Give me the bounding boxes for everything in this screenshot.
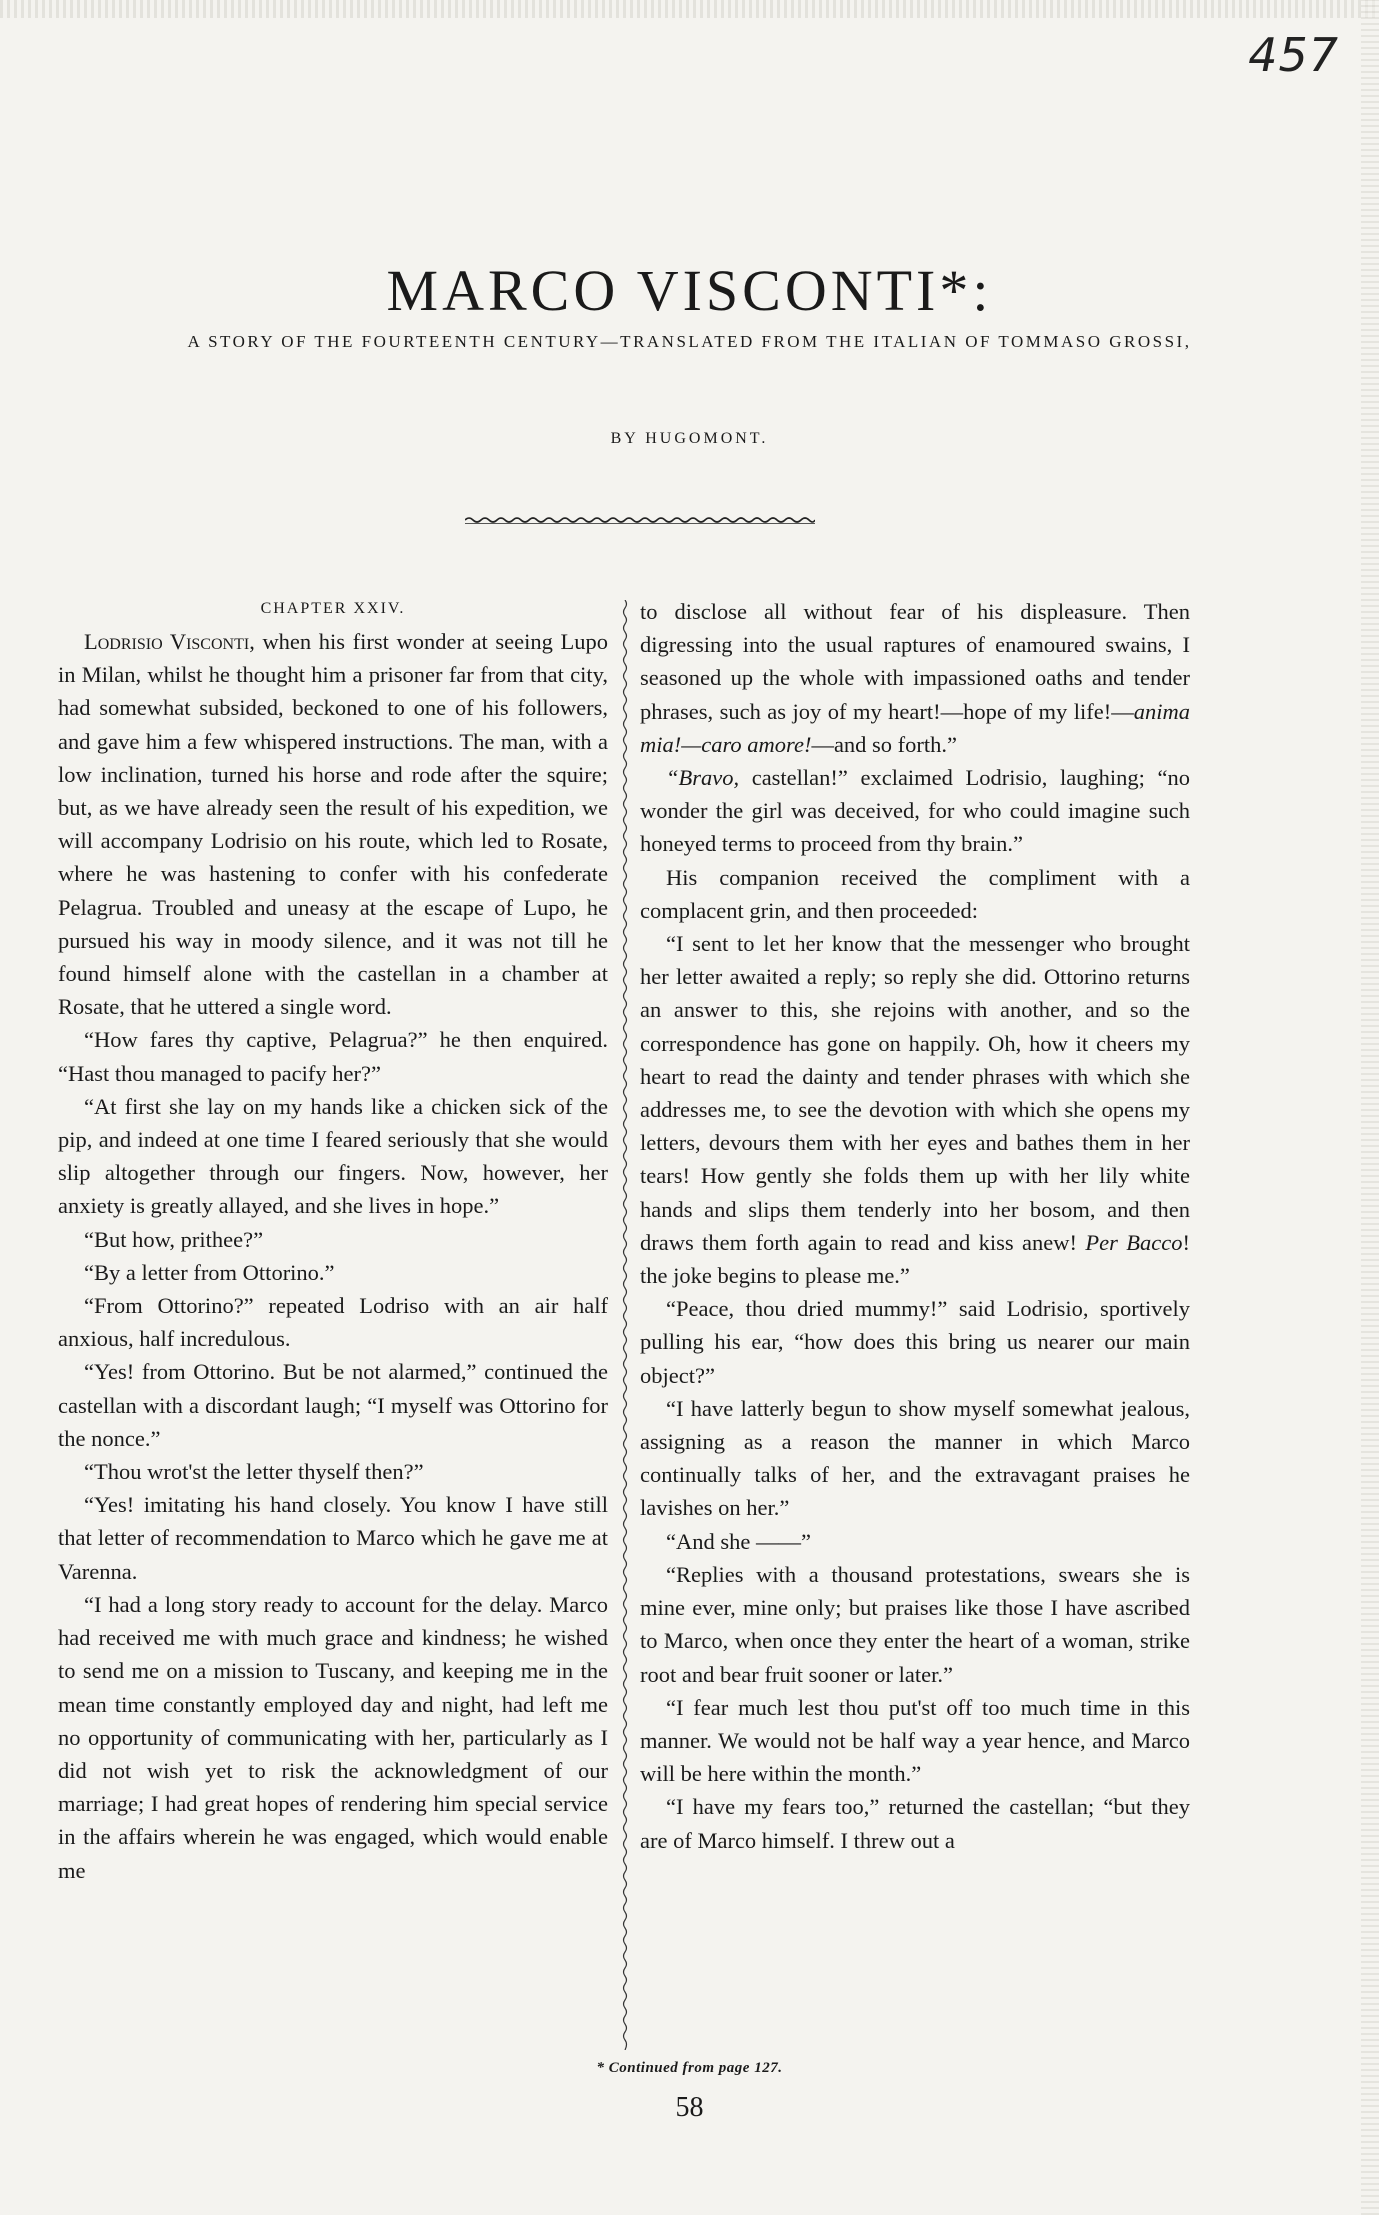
paragraph: “Peace, thou dried mummy!” said Lodrisio, sportively pulling his ear, “how does this bring us nearer our main object?” [640, 1296, 1190, 1388]
article-title: MARCO VISCONTI*: [386, 257, 993, 323]
right-column [640, 595, 1190, 1857]
paragraph: “But how, prithee?” [84, 1226, 264, 1252]
text-columns [58, 595, 1188, 2055]
paragraph-text: when his first wonder at seeing Lupo in Milan, whilst he thought him a prisoner far from that city, had somewhat subsided, beckoned to one of his followers, and gave him a few whispered instructions. The man, with a low inclination, turned his horse and rode after the squire; but, as we have already seen the result of his expedition, we will accompany Lodrisio on his route, which led to Rosate, where he was hastening to confer with his confederate Pelagrua. Troubled and uneasy at the escape of Lupo, he pursued his way in moody silence, and it was not till he found himself alone with the castellan in a chamber at Rosate, that he uttered a single word. [58, 629, 608, 1020]
paragraph: “From Ottorino?” repeated Lodriso with an air half anxious, half incredulous. [58, 1293, 608, 1352]
scan-edge-right [1361, 0, 1379, 2215]
chapter-heading: CHAPTER XXIV. [260, 600, 406, 617]
paragraph [640, 761, 1190, 861]
paragraph [640, 927, 1190, 1292]
printed-page-number: 58 [675, 2092, 704, 2123]
paragraph: “By a letter from Ottorino.” [84, 1259, 335, 1285]
paragraph: “Yes! imitating his hand closely. You know I have still that letter of recommendation to Marco which he gave me at Varenna. [58, 1492, 608, 1584]
lead-name: Lodrisio Visconti, [84, 629, 255, 654]
paragraph: “Replies with a thousand protestations, swears she is mine ever, mine only; but praises like those I have ascribed to Marco, when once they enter the heart of a woman, strike root and bear fruit sooner or later.” [640, 1561, 1190, 1687]
italic-phrase: “Bravo, [666, 765, 740, 791]
italic-phrase: anima mia!—caro amore! [640, 698, 1190, 757]
paragraph: “How fares thy captive, Pelagrua?” he then enquired. “Hast thou managed to pacify her?” [58, 1027, 608, 1086]
paragraph: “Thou wrot'st the letter thyself then?” [84, 1459, 424, 1485]
paragraph-text: “I sent to let her know that the messenger who brought her letter awaited a reply; so reply she did. Ottorino returns an answer to this, she rejoins with another, and so the correspondence has gone on happily. Oh, how it cheers my heart to read the dainty and tender phrases with which she addresses me, to see the devotion with which she opens my letters, devours them with her eyes and bathes them in her tears! How gently she folds them up with her lily white hands and slips them tenderly into her bosom, and then draws them forth again to read and kiss anew! [640, 931, 1190, 1255]
paragraph: “At first she lay on my hands like a chicken sick of the pip, and indeed at one time I feared seriously that she would slip altogether through our fingers. Now, however, her anxiety is greatly allayed, and she lives in hope.” [58, 1093, 608, 1219]
column-divider [621, 600, 629, 2050]
paragraph: “Yes! from Ottorino. But be not alarmed,” continued the castellan with a discordant laugh; “I myself was Ottorino for the nonce.” [58, 1359, 608, 1451]
handwritten-page-number: 457 [1248, 28, 1339, 82]
paragraph-text: —and so forth.” [811, 731, 958, 757]
left-column [58, 595, 608, 1887]
paragraph: “I fear much lest thou put'st off too much time in this manner. We would not be half way a year hence, and Marco will be here within the month.” [640, 1694, 1190, 1787]
paragraph: His companion received the compliment with a complacent grin, and then proceeded: [640, 864, 1190, 923]
italic-phrase: Per Bacco [1085, 1229, 1183, 1255]
paragraph: “I have latterly begun to show myself somewhat jealous, assigning as a reason the manner in which Marco continually talks of her, and the extravagant praises he lavishes on her.” [640, 1395, 1190, 1521]
paragraph-text: to disclose all without fear of his displeasure. Then digressing into the usual raptures of enamoured swains, I seasoned up the whole with impassioned oaths and tender phrases, such as joy of my heart!—hope of my life!— [640, 599, 1190, 724]
paragraph-text: castellan!” exclaimed Lodrisio, laughing; “no wonder the girl was deceived, for who could imagine such honeyed terms to proceed from thy brain.” [640, 765, 1190, 857]
footnote: * Continued from page 127. [596, 2060, 783, 2076]
scan-edge-top [0, 0, 1379, 18]
paragraph: “I have my fears too,” returned the castellan; “but they are of Marco himself. I threw out a [640, 1794, 1190, 1853]
paragraph: “I had a long story ready to account for the delay. Marco had received me with much grace and kindness; he wished to send me on a mission to Tuscany, and keeping me in the mean time constantly employed day and night, had left me no opportunity of communicating with her, particularly as I did not wish yet to risk the acknowledgment of our marriage; I had great hopes of rendering him special service in the affairs wherein he was engaged, which would enable me [58, 1591, 608, 1883]
paragraph [58, 625, 608, 1023]
byline: BY HUGOMONT. [610, 430, 769, 447]
article-subtitle: A STORY OF THE FOURTEENTH CENTURY—TRANSLATED FROM THE ITALIAN OF TOMMASO GROSSI, [187, 332, 1192, 351]
paragraph [640, 595, 1190, 761]
paragraph-text: ! the joke begins to please me.” [640, 1229, 1190, 1289]
paragraph: “And she ——” [666, 1528, 811, 1554]
decorative-wavy-rule [465, 515, 815, 525]
